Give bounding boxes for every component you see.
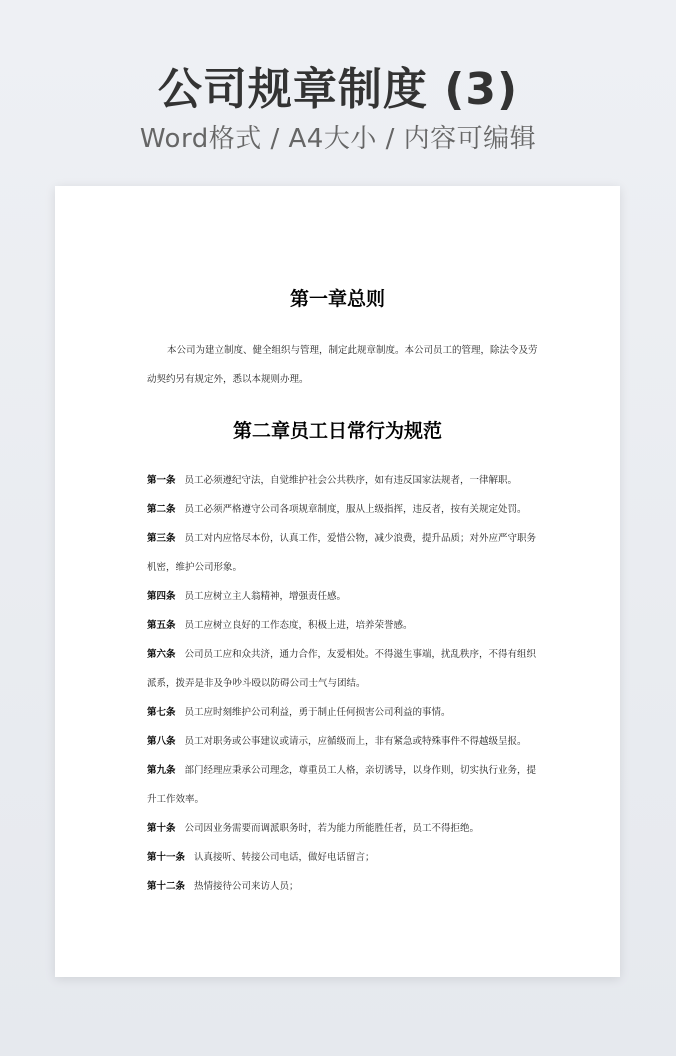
article-label: 第三条 [147,533,176,544]
article-text: 公司员工应和众共济，通力合作，友爱相处。不得滋生事端，扰乱秩序，不得有组织派系，拨弄是非及争吵斗殴以防碍公司士气与团结。 [147,649,537,689]
article-label: 第七条 [147,707,176,718]
article-label: 第十条 [147,823,176,834]
document-page [55,186,620,977]
article-text: 员工对内应恪尽本份，认真工作，爱惜公物，减少浪费，提升品质；对外应严守职务机密，维护公司形象。 [147,533,537,573]
chapter-2-title: 第二章员工日常行为规范 [232,420,442,442]
article-text: 员工必须严格遵守公司各项规章制度，服从上级指挥，违反者，按有关规定处罚。 [184,504,527,515]
page-subtitle: Word格式 / A4大小 / 内容可编辑 [139,124,537,154]
article-text: 员工应树立主人翁精神，增强责任感。 [184,591,347,602]
article-7 [147,698,539,727]
chapter-1-title: 第一章总则 [289,288,385,310]
article-text: 员工对职务或公事建议或请示，应循级而上，非有紧急或特殊事件不得越级呈报。 [184,736,527,747]
article-label: 第二条 [147,504,176,515]
article-text: 热情接待公司来访人员； [194,881,299,892]
article-label: 第八条 [147,736,176,747]
article-label: 第五条 [147,620,176,631]
article-label: 第四条 [147,591,176,602]
article-text: 认真接听、转接公司电话，做好电话留言； [194,852,375,863]
article-4 [147,582,539,611]
article-5 [147,611,539,640]
article-list [147,466,539,901]
article-text: 员工应树立良好的工作态度，积极上进，培养荣誉感。 [184,620,413,631]
article-10 [147,814,539,843]
article-label: 第六条 [147,649,176,660]
article-9 [147,756,539,814]
article-text: 部门经理应秉承公司理念，尊重员工人格，亲切诱导，以身作则，切实执行业务，提升工作效率。 [147,765,537,805]
article-11 [147,843,539,872]
page-title: 公司规章制度 (3) [157,64,519,115]
article-6 [147,640,539,698]
article-label: 第九条 [147,765,176,776]
article-text: 员工应时刻维护公司利益，勇于制止任何损害公司利益的事情。 [184,707,451,718]
article-3 [147,524,539,582]
chapter-1-paragraph: 本公司为建立制度、健全组织与管理，制定此规章制度。本公司员工的管理，除法令及劳动契约另有规定外，悉以本规则办理。 [147,345,538,385]
article-label: 第十二条 [147,881,186,892]
page-header [0,58,676,156]
article-label: 第一条 [147,475,176,486]
article-label: 第十一条 [147,852,186,863]
article-text: 公司因业务需要而调派职务时，若为能力所能胜任者，员工不得拒绝。 [184,823,480,834]
article-2 [147,495,539,524]
article-8 [147,727,539,756]
article-12 [147,872,539,901]
article-1 [147,466,539,495]
article-text: 员工必须遵纪守法，自觉维护社会公共秩序，如有违反国家法规者，一律解职。 [184,475,518,486]
